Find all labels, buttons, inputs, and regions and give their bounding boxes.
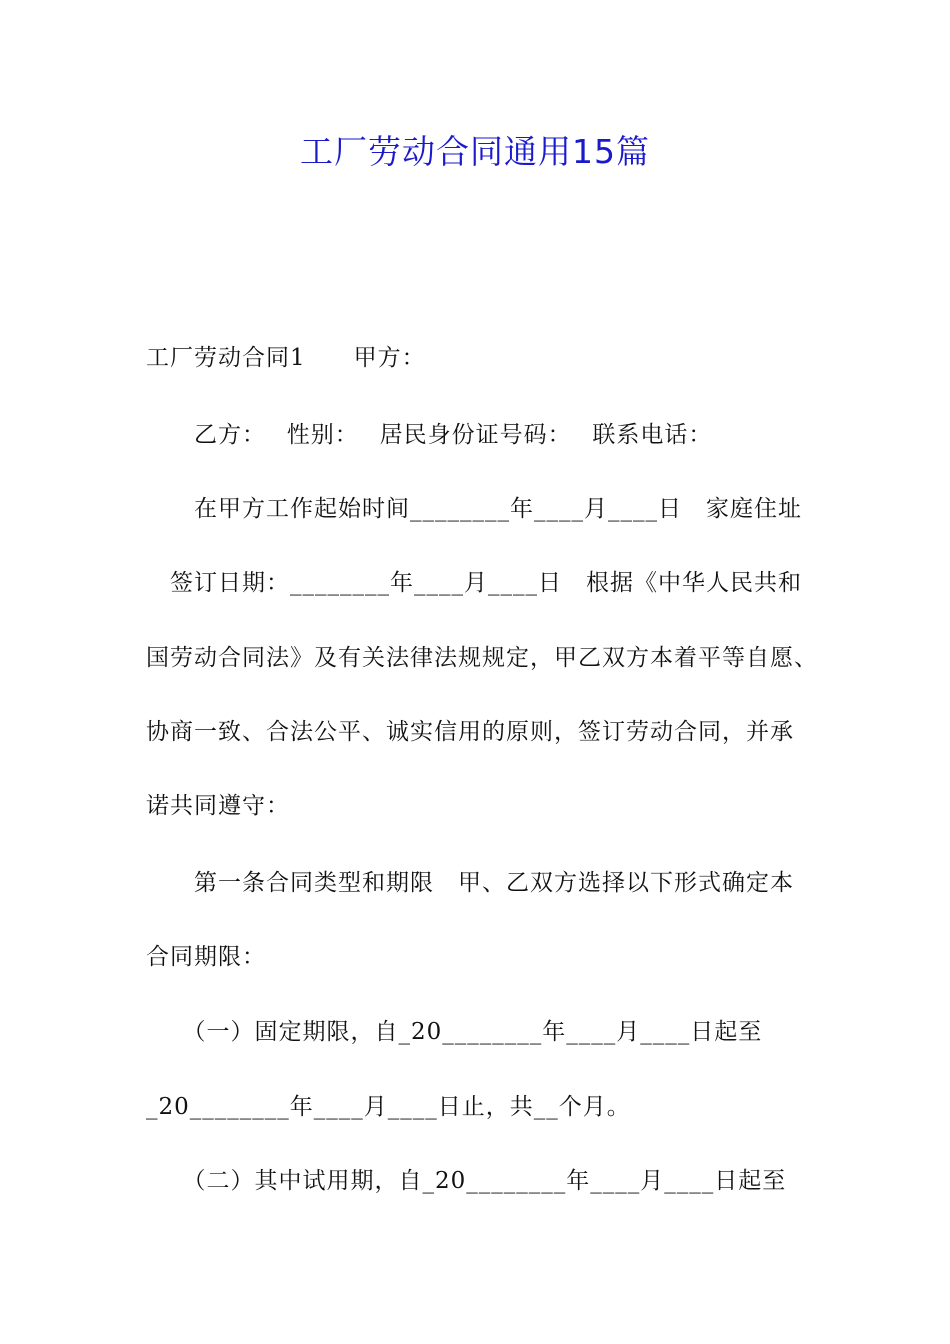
- body-line: 协商一致、合法公平、诚实信用的原则，签订劳动合同，并承: [146, 719, 794, 745]
- contract-header-line: 工厂劳动合同1 甲方：: [146, 345, 426, 371]
- fixed-term-line: （一）固定期限，自_20________年____月____日起至: [146, 1019, 763, 1045]
- party-b-info-line: 乙方： 性别： 居民身份证号码： 联系电话：: [146, 422, 713, 448]
- fixed-term-end-line: _20________年____月____日止，共__个月。: [146, 1094, 631, 1120]
- sign-date-line: 签订日期：________年____月____日 根据《中华人民共和: [146, 570, 802, 596]
- body-line: 合同期限：: [146, 944, 266, 970]
- document-title: 工厂劳动合同通用15篇: [300, 132, 650, 171]
- start-date-line: 在甲方工作起始时间________年____月____日 家庭住址: [146, 496, 802, 522]
- probation-line: （二）其中试用期，自_20________年____月____日起至: [146, 1168, 787, 1194]
- body-line: 国劳动合同法》及有关法律法规规定，甲乙双方本着平等自愿、: [146, 645, 818, 671]
- article-one-line: 第一条合同类型和期限 甲、乙双方选择以下形式确定本: [146, 870, 794, 896]
- body-line: 诺共同遵守：: [146, 793, 290, 819]
